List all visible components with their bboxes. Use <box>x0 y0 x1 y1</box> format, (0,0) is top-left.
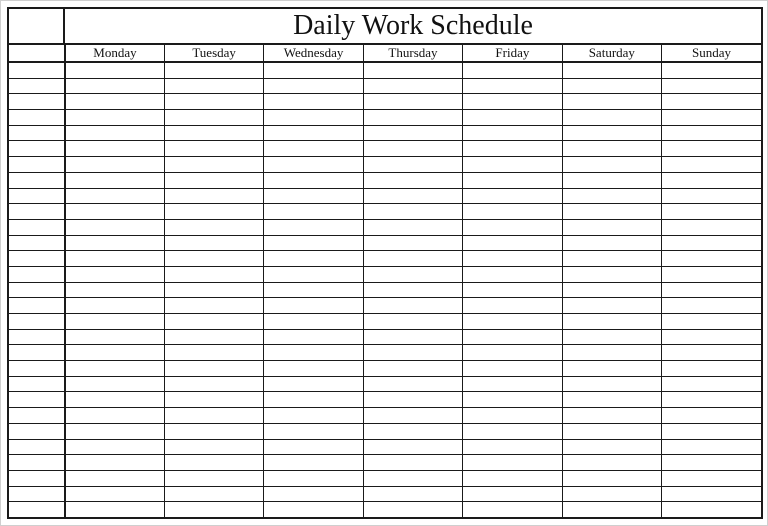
schedule-cell-tuesday[interactable] <box>164 188 263 204</box>
schedule-row <box>9 110 761 126</box>
schedule-cell-friday[interactable] <box>463 470 562 486</box>
schedule-cell-monday[interactable] <box>65 157 164 173</box>
schedule-cell-saturday[interactable] <box>562 204 661 220</box>
schedule-cell-saturday[interactable] <box>562 62 661 78</box>
schedule-cell-friday[interactable] <box>463 204 562 220</box>
schedule-row <box>9 392 761 408</box>
schedule-cell-thursday[interactable] <box>363 486 462 502</box>
schedule-cell-thursday[interactable] <box>363 204 462 220</box>
schedule-cell-tuesday[interactable] <box>164 392 263 408</box>
schedule-cell-friday[interactable] <box>463 345 562 361</box>
schedule-cell-saturday[interactable] <box>562 78 661 94</box>
schedule-cell-thursday[interactable] <box>363 439 462 455</box>
schedule-cell-wednesday[interactable] <box>264 345 363 361</box>
schedule-cell-friday[interactable] <box>463 266 562 282</box>
time-column-header <box>9 44 65 62</box>
schedule-cell-sunday[interactable] <box>662 345 761 361</box>
schedule-cell-friday[interactable] <box>463 125 562 141</box>
schedule-cell-thursday[interactable] <box>363 282 462 298</box>
time-slot-cell[interactable] <box>9 486 65 502</box>
schedule-cell-sunday[interactable] <box>662 470 761 486</box>
title-corner-cell <box>9 9 65 43</box>
schedule-cell-wednesday[interactable] <box>264 502 363 517</box>
time-slot-cell[interactable] <box>9 329 65 345</box>
schedule-cell-monday[interactable] <box>65 329 164 345</box>
day-header-tuesday: Tuesday <box>164 44 263 62</box>
schedule-cell-tuesday[interactable] <box>164 439 263 455</box>
schedule-cell-saturday[interactable] <box>562 110 661 126</box>
schedule-cell-monday[interactable] <box>65 298 164 314</box>
time-slot-cell[interactable] <box>9 455 65 471</box>
schedule-row <box>9 62 761 78</box>
schedule-cell-wednesday[interactable] <box>264 172 363 188</box>
schedule-cell-wednesday[interactable] <box>264 423 363 439</box>
schedule-cell-friday[interactable] <box>463 314 562 330</box>
schedule-cell-tuesday[interactable] <box>164 266 263 282</box>
schedule-cell-wednesday[interactable] <box>264 251 363 267</box>
schedule-cell-tuesday[interactable] <box>164 125 263 141</box>
schedule-cell-thursday[interactable] <box>363 376 462 392</box>
schedule-cell-wednesday[interactable] <box>264 62 363 78</box>
schedule-row <box>9 204 761 220</box>
schedule-cell-friday[interactable] <box>463 251 562 267</box>
schedule-row <box>9 408 761 424</box>
schedule-cell-friday[interactable] <box>463 282 562 298</box>
schedule-cell-sunday[interactable] <box>662 94 761 110</box>
schedule-body <box>9 62 761 517</box>
time-slot-cell[interactable] <box>9 235 65 251</box>
schedule-cell-monday[interactable] <box>65 125 164 141</box>
schedule-cell-friday[interactable] <box>463 235 562 251</box>
schedule-row <box>9 219 761 235</box>
schedule-cell-thursday[interactable] <box>363 392 462 408</box>
schedule-cell-wednesday[interactable] <box>264 282 363 298</box>
schedule-cell-sunday[interactable] <box>662 235 761 251</box>
schedule-cell-saturday[interactable] <box>562 345 661 361</box>
schedule-cell-tuesday[interactable] <box>164 235 263 251</box>
schedule-row <box>9 502 761 517</box>
time-slot-cell[interactable] <box>9 345 65 361</box>
schedule-grid <box>9 43 761 517</box>
schedule-cell-saturday[interactable] <box>562 188 661 204</box>
schedule-cell-sunday[interactable] <box>662 502 761 517</box>
schedule-cell-sunday[interactable] <box>662 141 761 157</box>
schedule-cell-thursday[interactable] <box>363 110 462 126</box>
schedule-cell-thursday[interactable] <box>363 172 462 188</box>
schedule-cell-monday[interactable] <box>65 361 164 377</box>
schedule-cell-tuesday[interactable] <box>164 361 263 377</box>
schedule-cell-saturday[interactable] <box>562 502 661 517</box>
schedule-row <box>9 172 761 188</box>
schedule-cell-monday[interactable] <box>65 204 164 220</box>
schedule-row <box>9 314 761 330</box>
schedule-cell-tuesday[interactable] <box>164 62 263 78</box>
time-slot-cell[interactable] <box>9 141 65 157</box>
schedule-cell-tuesday[interactable] <box>164 219 263 235</box>
schedule-row <box>9 125 761 141</box>
schedule-cell-thursday[interactable] <box>363 423 462 439</box>
time-slot-cell[interactable] <box>9 408 65 424</box>
schedule-row <box>9 298 761 314</box>
schedule-cell-saturday[interactable] <box>562 157 661 173</box>
schedule-cell-thursday[interactable] <box>363 266 462 282</box>
schedule-row <box>9 455 761 471</box>
schedule-cell-thursday[interactable] <box>363 329 462 345</box>
schedule-cell-tuesday[interactable] <box>164 204 263 220</box>
schedule-cell-sunday[interactable] <box>662 314 761 330</box>
schedule-cell-thursday[interactable] <box>363 219 462 235</box>
schedule-row <box>9 345 761 361</box>
schedule-cell-saturday[interactable] <box>562 486 661 502</box>
schedule-row <box>9 235 761 251</box>
schedule-cell-tuesday[interactable] <box>164 298 263 314</box>
schedule-cell-sunday[interactable] <box>662 172 761 188</box>
schedule-cell-monday[interactable] <box>65 376 164 392</box>
schedule-row <box>9 486 761 502</box>
schedule-cell-tuesday[interactable] <box>164 502 263 517</box>
schedule-cell-tuesday[interactable] <box>164 251 263 267</box>
schedule-cell-sunday[interactable] <box>662 251 761 267</box>
schedule-cell-tuesday[interactable] <box>164 110 263 126</box>
schedule-cell-wednesday[interactable] <box>264 314 363 330</box>
schedule-cell-thursday[interactable] <box>363 470 462 486</box>
schedule-cell-thursday[interactable] <box>363 251 462 267</box>
time-slot-cell[interactable] <box>9 219 65 235</box>
time-slot-cell[interactable] <box>9 266 65 282</box>
schedule-cell-saturday[interactable] <box>562 282 661 298</box>
time-slot-cell[interactable] <box>9 282 65 298</box>
schedule-cell-friday[interactable] <box>463 157 562 173</box>
schedule-cell-friday[interactable] <box>463 455 562 471</box>
schedule-cell-monday[interactable] <box>65 172 164 188</box>
time-slot-cell[interactable] <box>9 314 65 330</box>
schedule-cell-sunday[interactable] <box>662 376 761 392</box>
day-header-row <box>9 44 761 62</box>
schedule-cell-friday[interactable] <box>463 361 562 377</box>
schedule-cell-wednesday[interactable] <box>264 439 363 455</box>
schedule-row <box>9 470 761 486</box>
schedule-cell-tuesday[interactable] <box>164 423 263 439</box>
schedule-cell-monday[interactable] <box>65 188 164 204</box>
schedule-cell-friday[interactable] <box>463 219 562 235</box>
schedule-cell-monday[interactable] <box>65 439 164 455</box>
schedule-cell-wednesday[interactable] <box>264 188 363 204</box>
time-slot-cell[interactable] <box>9 94 65 110</box>
schedule-cell-thursday[interactable] <box>363 455 462 471</box>
schedule-cell-saturday[interactable] <box>562 235 661 251</box>
schedule-cell-sunday[interactable] <box>662 408 761 424</box>
schedule-row <box>9 141 761 157</box>
time-slot-cell[interactable] <box>9 392 65 408</box>
schedule-cell-thursday[interactable] <box>363 62 462 78</box>
schedule-cell-wednesday[interactable] <box>264 298 363 314</box>
schedule-cell-tuesday[interactable] <box>164 141 263 157</box>
schedule-cell-sunday[interactable] <box>662 486 761 502</box>
schedule-cell-friday[interactable] <box>463 141 562 157</box>
day-header-monday: Monday <box>65 44 164 62</box>
schedule-cell-sunday[interactable] <box>662 110 761 126</box>
schedule-cell-sunday[interactable] <box>662 439 761 455</box>
schedule-cell-sunday[interactable] <box>662 282 761 298</box>
schedule-cell-friday[interactable] <box>463 486 562 502</box>
schedule-cell-monday[interactable] <box>65 219 164 235</box>
schedule-cell-sunday[interactable] <box>662 78 761 94</box>
schedule-cell-friday[interactable] <box>463 376 562 392</box>
time-slot-cell[interactable] <box>9 125 65 141</box>
time-slot-cell[interactable] <box>9 110 65 126</box>
schedule-cell-monday[interactable] <box>65 470 164 486</box>
schedule-row <box>9 157 761 173</box>
schedule-cell-wednesday[interactable] <box>264 110 363 126</box>
schedule-cell-monday[interactable] <box>65 235 164 251</box>
time-slot-cell[interactable] <box>9 157 65 173</box>
schedule-cell-friday[interactable] <box>463 392 562 408</box>
schedule-cell-tuesday[interactable] <box>164 345 263 361</box>
schedule-cell-wednesday[interactable] <box>264 204 363 220</box>
schedule-cell-saturday[interactable] <box>562 172 661 188</box>
schedule-cell-monday[interactable] <box>65 455 164 471</box>
schedule-cell-sunday[interactable] <box>662 266 761 282</box>
schedule-cell-saturday[interactable] <box>562 94 661 110</box>
schedule-cell-wednesday[interactable] <box>264 486 363 502</box>
schedule-row <box>9 188 761 204</box>
schedule-cell-friday[interactable] <box>463 408 562 424</box>
schedule-cell-saturday[interactable] <box>562 376 661 392</box>
schedule-cell-wednesday[interactable] <box>264 94 363 110</box>
schedule-cell-monday[interactable] <box>65 486 164 502</box>
schedule-cell-saturday[interactable] <box>562 455 661 471</box>
schedule-cell-thursday[interactable] <box>363 361 462 377</box>
schedule-cell-wednesday[interactable] <box>264 157 363 173</box>
day-header-saturday: Saturday <box>562 44 661 62</box>
schedule-cell-friday[interactable] <box>463 298 562 314</box>
schedule-cell-tuesday[interactable] <box>164 157 263 173</box>
schedule-cell-monday[interactable] <box>65 94 164 110</box>
schedule-cell-wednesday[interactable] <box>264 361 363 377</box>
day-header-wednesday: Wednesday <box>264 44 363 62</box>
schedule-cell-saturday[interactable] <box>562 361 661 377</box>
schedule-cell-tuesday[interactable] <box>164 408 263 424</box>
schedule-cell-thursday[interactable] <box>363 125 462 141</box>
schedule-cell-tuesday[interactable] <box>164 94 263 110</box>
schedule-cell-saturday[interactable] <box>562 141 661 157</box>
schedule-cell-wednesday[interactable] <box>264 376 363 392</box>
schedule-cell-friday[interactable] <box>463 188 562 204</box>
schedule-cell-tuesday[interactable] <box>164 486 263 502</box>
schedule-row <box>9 423 761 439</box>
time-slot-cell[interactable] <box>9 439 65 455</box>
schedule-cell-tuesday[interactable] <box>164 172 263 188</box>
schedule-row <box>9 94 761 110</box>
schedule-cell-monday[interactable] <box>65 78 164 94</box>
schedule-cell-monday[interactable] <box>65 141 164 157</box>
schedule-cell-saturday[interactable] <box>562 266 661 282</box>
schedule-cell-thursday[interactable] <box>363 502 462 517</box>
schedule-cell-sunday[interactable] <box>662 423 761 439</box>
schedule-cell-monday[interactable] <box>65 110 164 126</box>
schedule-cell-thursday[interactable] <box>363 314 462 330</box>
schedule-cell-monday[interactable] <box>65 502 164 517</box>
schedule-cell-friday[interactable] <box>463 329 562 345</box>
schedule-cell-wednesday[interactable] <box>264 125 363 141</box>
schedule-cell-monday[interactable] <box>65 345 164 361</box>
day-header-thursday: Thursday <box>363 44 462 62</box>
schedule-cell-wednesday[interactable] <box>264 266 363 282</box>
schedule-cell-tuesday[interactable] <box>164 376 263 392</box>
schedule-cell-monday[interactable] <box>65 282 164 298</box>
schedule-cell-wednesday[interactable] <box>264 392 363 408</box>
schedule-row <box>9 439 761 455</box>
schedule-cell-friday[interactable] <box>463 502 562 517</box>
schedule-cell-friday[interactable] <box>463 172 562 188</box>
schedule-cell-tuesday[interactable] <box>164 78 263 94</box>
time-slot-cell[interactable] <box>9 298 65 314</box>
schedule-cell-thursday[interactable] <box>363 188 462 204</box>
schedule-cell-saturday[interactable] <box>562 392 661 408</box>
schedule-cell-wednesday[interactable] <box>264 219 363 235</box>
schedule-cell-sunday[interactable] <box>662 125 761 141</box>
schedule-cell-tuesday[interactable] <box>164 455 263 471</box>
time-slot-cell[interactable] <box>9 78 65 94</box>
schedule-cell-friday[interactable] <box>463 110 562 126</box>
schedule-cell-wednesday[interactable] <box>264 408 363 424</box>
schedule-cell-wednesday[interactable] <box>264 78 363 94</box>
day-header-friday: Friday <box>463 44 562 62</box>
schedule-row <box>9 361 761 377</box>
schedule-cell-tuesday[interactable] <box>164 329 263 345</box>
schedule-row <box>9 329 761 345</box>
schedule-cell-saturday[interactable] <box>562 298 661 314</box>
schedule-cell-saturday[interactable] <box>562 125 661 141</box>
schedule-cell-sunday[interactable] <box>662 219 761 235</box>
schedule-row <box>9 282 761 298</box>
time-slot-cell[interactable] <box>9 62 65 78</box>
schedule-cell-sunday[interactable] <box>662 204 761 220</box>
time-slot-cell[interactable] <box>9 376 65 392</box>
schedule-cell-thursday[interactable] <box>363 94 462 110</box>
schedule-cell-friday[interactable] <box>463 94 562 110</box>
schedule-cell-wednesday[interactable] <box>264 141 363 157</box>
time-slot-cell[interactable] <box>9 423 65 439</box>
schedule-cell-saturday[interactable] <box>562 219 661 235</box>
schedule-cell-thursday[interactable] <box>363 345 462 361</box>
schedule-cell-monday[interactable] <box>65 251 164 267</box>
schedule-cell-saturday[interactable] <box>562 439 661 455</box>
schedule-cell-thursday[interactable] <box>363 157 462 173</box>
schedule-sheet <box>7 7 763 519</box>
schedule-cell-sunday[interactable] <box>662 188 761 204</box>
schedule-cell-wednesday[interactable] <box>264 329 363 345</box>
schedule-row <box>9 78 761 94</box>
time-slot-cell[interactable] <box>9 172 65 188</box>
schedule-cell-saturday[interactable] <box>562 423 661 439</box>
schedule-title: Daily Work Schedule <box>293 10 533 41</box>
schedule-cell-friday[interactable] <box>463 62 562 78</box>
schedule-row <box>9 251 761 267</box>
schedule-cell-monday[interactable] <box>65 423 164 439</box>
schedule-cell-sunday[interactable] <box>662 392 761 408</box>
schedule-cell-tuesday[interactable] <box>164 314 263 330</box>
time-slot-cell[interactable] <box>9 204 65 220</box>
schedule-cell-saturday[interactable] <box>562 314 661 330</box>
schedule-cell-saturday[interactable] <box>562 329 661 345</box>
schedule-cell-tuesday[interactable] <box>164 470 263 486</box>
schedule-cell-thursday[interactable] <box>363 408 462 424</box>
day-header-sunday: Sunday <box>662 44 761 62</box>
schedule-cell-friday[interactable] <box>463 423 562 439</box>
schedule-cell-sunday[interactable] <box>662 361 761 377</box>
schedule-cell-monday[interactable] <box>65 62 164 78</box>
schedule-cell-sunday[interactable] <box>662 455 761 471</box>
time-slot-cell[interactable] <box>9 251 65 267</box>
schedule-cell-friday[interactable] <box>463 78 562 94</box>
schedule-cell-sunday[interactable] <box>662 329 761 345</box>
schedule-cell-saturday[interactable] <box>562 408 661 424</box>
schedule-cell-saturday[interactable] <box>562 470 661 486</box>
time-slot-cell[interactable] <box>9 470 65 486</box>
schedule-cell-friday[interactable] <box>463 439 562 455</box>
schedule-cell-wednesday[interactable] <box>264 235 363 251</box>
time-slot-cell[interactable] <box>9 188 65 204</box>
time-slot-cell[interactable] <box>9 361 65 377</box>
schedule-cell-thursday[interactable] <box>363 298 462 314</box>
schedule-cell-wednesday[interactable] <box>264 470 363 486</box>
schedule-row <box>9 376 761 392</box>
schedule-cell-wednesday[interactable] <box>264 455 363 471</box>
schedule-cell-sunday[interactable] <box>662 157 761 173</box>
schedule-cell-saturday[interactable] <box>562 251 661 267</box>
schedule-cell-monday[interactable] <box>65 408 164 424</box>
schedule-cell-monday[interactable] <box>65 266 164 282</box>
schedule-cell-thursday[interactable] <box>363 141 462 157</box>
schedule-cell-thursday[interactable] <box>363 78 462 94</box>
schedule-cell-monday[interactable] <box>65 314 164 330</box>
schedule-row <box>9 266 761 282</box>
schedule-cell-sunday[interactable] <box>662 62 761 78</box>
schedule-cell-tuesday[interactable] <box>164 282 263 298</box>
time-slot-cell[interactable] <box>9 502 65 517</box>
schedule-cell-monday[interactable] <box>65 392 164 408</box>
schedule-cell-sunday[interactable] <box>662 298 761 314</box>
schedule-cell-thursday[interactable] <box>363 235 462 251</box>
